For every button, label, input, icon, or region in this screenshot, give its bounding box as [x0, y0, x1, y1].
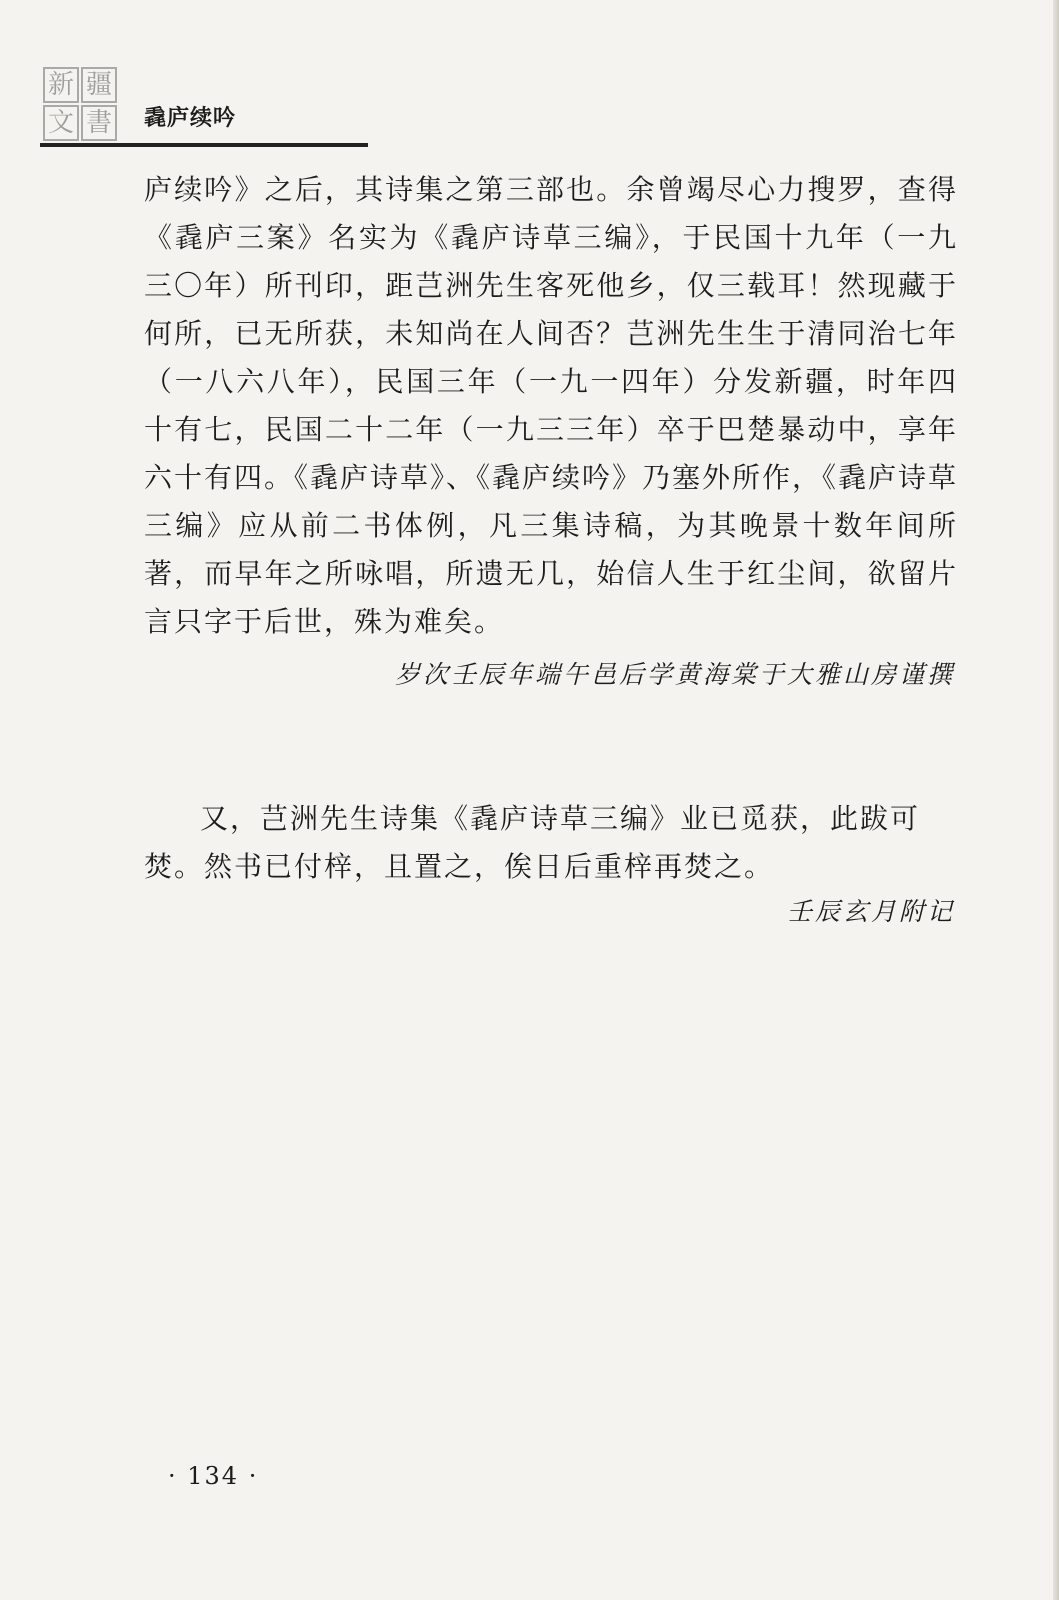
seal-char: 新 — [43, 67, 79, 103]
running-header-title: 毳庐续吟 — [144, 106, 237, 131]
main-text-block — [144, 166, 958, 646]
paragraph-1: 庐续吟》之后，其诗集之第三部也。余曾竭尽心力搜罗，查得《毳庐三案》名实为《毳庐诗草三编》，于民国十九年（一九三〇年）所刊印，距芑洲先生客死他乡，仅三载耳！然现藏于何所，已无所获，未知尚在人间否？芑洲先生生于清同治七年（一八六八年），民国三年（一九一四年）分发新疆，时年四十有七，民国二十二年（一九三三年）卒于巴楚暴动中，享年六十有四。《毳庐诗草》、《毳庐续吟》乃塞外所作，《毳庐诗草三编》应从前二书体例，凡三集诗稿，为其晚景十数年间所著，而早年之所咏唱，所遗无几，始信人生于红尘间，欲留片言只字于后世，殊为难矣。 — [144, 173, 959, 638]
postscript-block — [144, 795, 958, 891]
author-signature: 岁次壬辰年端午邑后学黄海棠于大雅山房谨撰 — [394, 660, 955, 689]
paragraph-2: 又，芑洲先生诗集《毳庐诗草三编》业已觅获，此跋可焚。然书已付梓，且置之，俟日后重梓再焚之。 — [144, 802, 921, 883]
postscript-signature: 壬辰玄月附记 — [786, 897, 955, 926]
page-edge — [1053, 0, 1059, 1600]
page-number: · 134 · — [168, 1462, 259, 1490]
publisher-seal-logo — [42, 66, 118, 138]
header-rule — [40, 143, 368, 147]
seal-char: 疆 — [81, 67, 117, 103]
seal-char: 書 — [81, 105, 117, 141]
seal-char: 文 — [43, 105, 79, 141]
